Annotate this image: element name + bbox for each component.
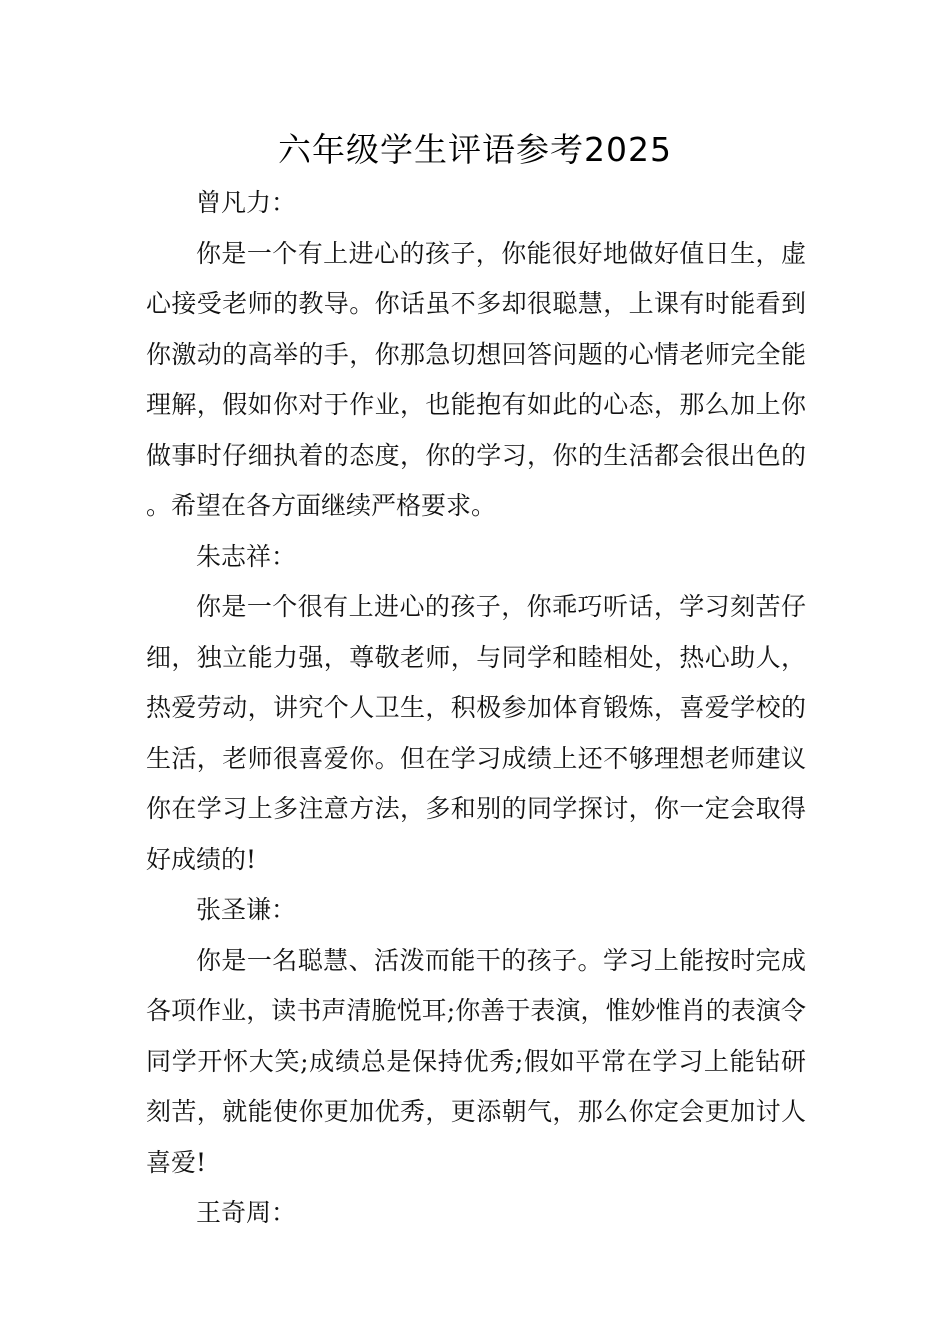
student-comment: 你是一个有上进心的孩子，你能很好地做好值日生，虚心接受老师的教导。你话虽不多却很聪慧，上课有时能看到你激动的高举的手，你那急切想回答问题的心情老师完全能理解，假如你对于作业，也能抱有如此的心态，那么加上你做事时仔细执着的态度，你的学习，你的生活都会很出色的。希望在各方面继续严格要求。: [146, 238, 806, 520]
student-name: 王奇周：: [196, 1198, 297, 1227]
document-title: 六年级学生评语参考2025: [278, 130, 672, 169]
student-name: 曾凡力：: [196, 188, 297, 217]
student-name: 朱志祥：: [196, 541, 297, 571]
student-comment: 你是一个很有上进心的孩子，你乖巧听话，学习刻苦仔细，独立能力强，尊敬老师，与同学和睦相处，热心助人，热爱劳动，讲究个人卫生，积极参加体育锻炼，喜爱学校的生活，老师很喜爱你。但在学习成绩上还不够理想老师建议你在学习上多注意方法，多和别的同学探讨，你一定会取得好成绩的!: [146, 592, 806, 874]
document-body: [146, 178, 806, 1239]
student-name: 张圣谦：: [196, 895, 297, 924]
student-comment: 你是一名聪慧、活泼而能干的孩子。学习上能按时完成各项作业，读书声清脆悦耳;你善于表演，惟妙惟肖的表演令同学开怀大笑;成绩总是保持优秀;假如平常在学习上能钻研刻苦，就能使你更加优秀，更添朝气，那么你定会更加讨人喜爱!: [146, 945, 806, 1177]
